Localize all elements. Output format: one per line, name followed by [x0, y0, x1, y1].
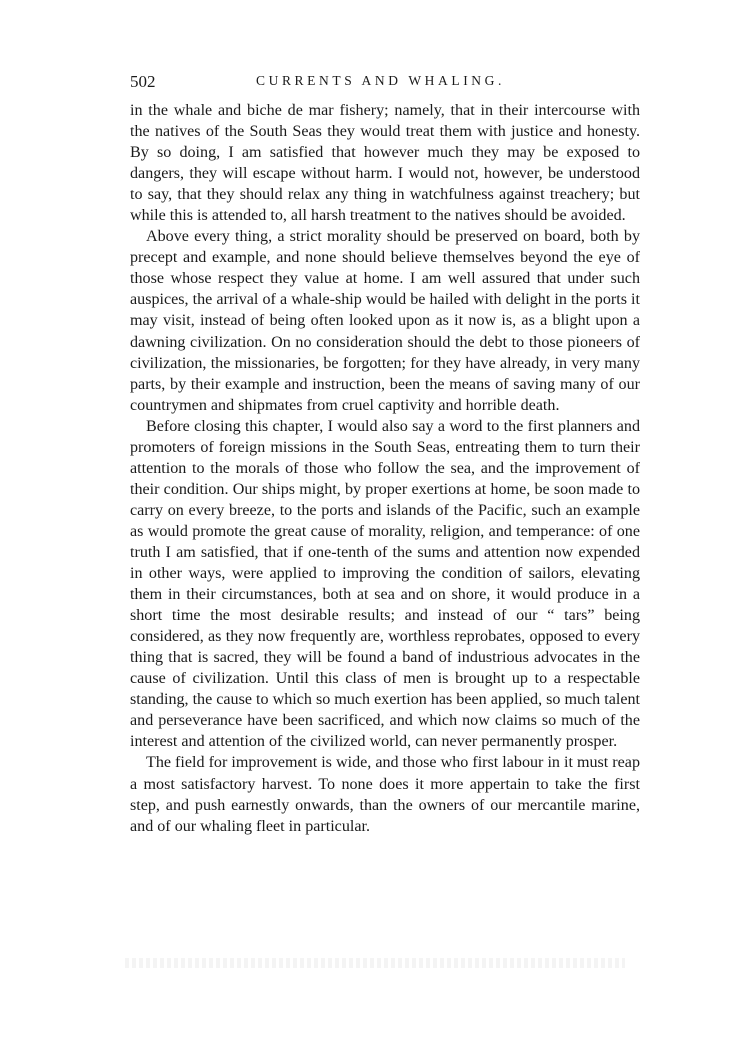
paragraph-morality: Above every thing, a strict morality should be preserved on board, both by precept and example, and none should believe themselves beyond the eye of those whose respect they value at home. I am well assured that under such auspices, the arrival of a whale-ship would be hailed with delight in the ports it may visit, instead of being often looked upon as it now is, as a blight upon a dawning civilization. On no consideration should the debt to those pioneers of civilization, the missionaries, be forgotten; for they have already, in very many parts, by their example and instruction, been the means of saving many of our countrymen and shipmates from cruel captivity and horrible death.	[130, 228, 640, 414]
body-text	[130, 100, 640, 837]
paragraph-improvement: The field for improvement is wide, and those who first labour in it must reap a most satisfactory harvest. To none does it more appertain to take the first step, and push earnestly onwards, than the owners of our mercantile marine, and of our whaling fleet in particular.	[130, 754, 640, 835]
paragraph-continued: in the whale and biche de mar fishery; namely, that in their intercourse with the natives of the South Seas they would treat them with justice and honesty. By so doing, I am satisfied that however much they may be exposed to dangers, they will escape without harm. I would not, however, be understood to say, that they should relax any thing in watchfulness against treachery; but while this is attended to, all harsh treatment to the natives should be avoided.	[130, 102, 640, 225]
page-number: 502	[130, 72, 156, 91]
running-head	[130, 66, 640, 96]
bleed-through-texture	[125, 958, 625, 968]
running-title: CURRENTS AND WHALING.	[256, 73, 505, 88]
paragraph-missions: Before closing this chapter, I would also say a word to the first planners and promoters of foreign missions in the South Seas, entreating them to turn their attention to the morals of those who follow the sea, and the improvement of their condition. Our ships might, by proper exertions at home, be soon made to carry on every breeze, to the ports and islands of the Pacific, such an example as would promote the great cause of morality, religion, and temperance: of one truth I am satisfied, that if one-tenth of the sums and attention now expended in other ways, were applied to improving the condition of sailors, elevating them in their circumstances, both at sea and on shore, it would produce in a short time the most desirable results; and instead of our “ tars” being considered, as they now frequently are, worthless reprobates, opposed to every thing that is sacred, they will be found a band of industrious advocates in the cause of civilization. Until this class of men is brought up to a respectable standing, the cause to which so much exertion has been applied, so much talent and perseverance have been sacrificed, and which now claims so much of the interest and attention of the civilized world, can never permanently prosper.	[130, 417, 640, 751]
